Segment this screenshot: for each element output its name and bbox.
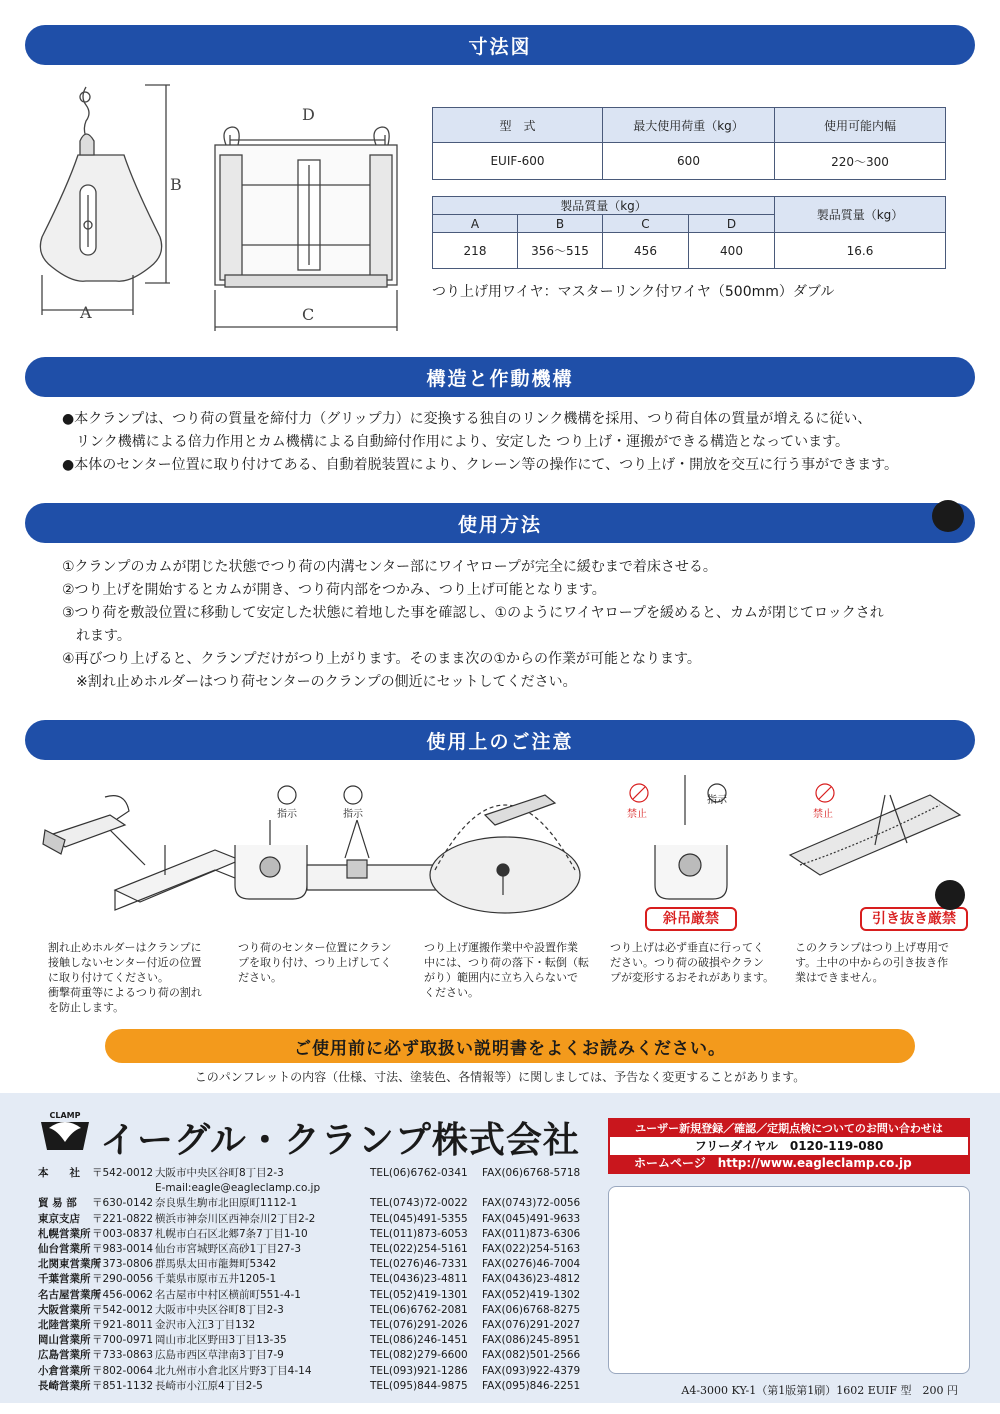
print-code: A4-3000 KY-1（第1版第1刷）1602 EUIF 型 200 円: [681, 1384, 958, 1397]
office-tel: TEL(06)6762-2081: [370, 1303, 468, 1316]
office-addr: E-mail:eagle@eagleclamp.co.jp: [155, 1182, 321, 1195]
office-name: 本 社: [38, 1167, 80, 1179]
spec-cell-max-load: 600: [603, 143, 775, 180]
spec-cell-d: 400: [689, 233, 775, 269]
caption-line: がり）範囲内に立ち入らないで: [424, 971, 578, 984]
office-fax: FAX(045)491-9633: [482, 1212, 581, 1225]
office-addr: 北九州市小倉北区片野3丁目4-14: [155, 1364, 312, 1377]
usage-line: ①クランプのカムが閉じた状態でつり荷の内溝センター部にワイヤロープが完全に緩むまで着床させる。: [62, 559, 717, 575]
office-tel: TEL(06)6762-0341: [370, 1167, 468, 1179]
office-name: 北関東営業所: [38, 1258, 101, 1271]
spec-cell-a: 218: [433, 233, 518, 269]
label-d: D: [302, 105, 315, 124]
decorative-dot: [935, 880, 965, 910]
office-addr: 奈良県生駒市北田原町1112-1: [155, 1197, 298, 1210]
office-zip: 〒630-0142: [92, 1197, 154, 1210]
office-zip: 〒221-0822: [92, 1212, 154, 1225]
office-fax: FAX(076)291-2027: [482, 1319, 581, 1331]
caution-caption-5: [795, 940, 949, 985]
office-fax: FAX(095)846-2251: [482, 1379, 581, 1392]
office-fax: FAX(011)873-6306: [482, 1227, 581, 1240]
read-manual-banner: ご使用前に必ず取扱い説明書をよくお読みください。: [105, 1029, 915, 1063]
office-zip: 〒373-0806: [92, 1258, 154, 1271]
office-tel: TEL(0743)72-0022: [370, 1197, 468, 1210]
caption-line: に取り付けてください。: [48, 971, 169, 984]
office-fax: FAX(022)254-5163: [482, 1243, 581, 1255]
office-name: 大阪営業所: [38, 1303, 91, 1316]
office-zip: 〒733-0863: [92, 1349, 154, 1362]
usage-line: ④再びつり上げると、クランプだけがつり上がります。そのまま次の①からの作業が可能となります。: [62, 651, 701, 667]
office-tel: TEL(022)254-5161: [370, 1243, 468, 1255]
office-name: 東京支店: [38, 1212, 80, 1225]
office-tel: TEL(095)844-9875: [370, 1379, 468, 1392]
structure-line: リンク機構による倍力作用とカム機構による自動締付作用により、安定した つり上げ・運搬ができる構造となっています。: [62, 434, 850, 450]
caption-line: ださい。つり荷の破損やクラン: [610, 956, 764, 969]
caption-line: す。土中の中からの引き抜き作: [795, 956, 949, 969]
office-zip: 〒290-0056: [92, 1273, 154, 1286]
usage-line: ③つり荷を敷設位置に移動して安定した状態に着地した事を確認し、①のようにワイヤロープを緩めると、カムが閉じてロックされ: [62, 605, 884, 621]
spec-header-inner-width: 使用可能内幅: [775, 108, 946, 143]
office-name: 名古屋営業所: [38, 1288, 101, 1301]
caption-line: 中には、つり荷の落下・転倒（転: [424, 956, 589, 969]
dimension-drawing: [30, 75, 425, 340]
office-addr: 札幌市白石区北郷7条7丁目1-10: [155, 1227, 308, 1240]
office-zip: 〒542-0012: [92, 1303, 154, 1316]
label-b: B: [170, 175, 182, 194]
office-zip: 〒983-0014: [92, 1243, 154, 1255]
tag-pullout-prohibited: 引き抜き厳禁: [860, 907, 968, 931]
office-addr: 大阪市中央区谷町8丁目2-3: [155, 1303, 284, 1316]
section-banner-structure: 構造と作動機構: [25, 357, 975, 397]
office-fax: FAX(086)245-8951: [482, 1334, 581, 1347]
office-name: 貿 易 部: [38, 1197, 77, 1210]
spec-table-weight: [432, 196, 946, 269]
spec-cell-weight: 16.6: [775, 233, 946, 269]
office-tel: TEL(086)246-1451: [370, 1334, 468, 1347]
office-fax: FAX(0743)72-0056: [482, 1197, 581, 1210]
office-fax: FAX(093)922-4379: [482, 1364, 581, 1377]
section-banner-usage: 使用方法: [25, 503, 975, 543]
office-fax: FAX(082)501-2566: [482, 1349, 581, 1362]
office-addr: 仙台市宮城野区高砂1丁目27-3: [155, 1243, 302, 1255]
usage-line: れます。: [62, 628, 131, 644]
office-fax: FAX(0436)23-4812: [482, 1273, 581, 1286]
office-zip: 〒542-0012: [92, 1167, 154, 1179]
section-banner-dimensions: 寸法図: [25, 25, 975, 65]
caution-caption-1: [48, 940, 202, 1015]
eagle-logo-icon: [35, 1108, 95, 1156]
office-name: 千葉営業所: [38, 1273, 91, 1286]
label-a: A: [80, 303, 92, 322]
caption-line: 接触しないセンター付近の位置: [48, 956, 202, 969]
usage-line: ※割れ止めホルダーはつり荷センターのクランプの側近にセットしてください。: [62, 674, 577, 690]
caption-line: プが変形するおそれがあります。: [610, 971, 775, 984]
office-tel: TEL(045)491-5355: [370, 1212, 468, 1225]
office-zip: 〒921-8011: [92, 1319, 154, 1331]
office-addr: 群馬県太田市龍舞町5342: [155, 1258, 277, 1271]
office-zip: 〒700-0971: [92, 1334, 154, 1347]
instruct-label-3: 指示: [707, 795, 727, 806]
caption-line: 割れ止めホルダーはクランプに: [48, 941, 202, 954]
contact-box: [608, 1118, 970, 1174]
change-notice: このパンフレットの内容（仕様、寸法、塗装色、各情報等）に関しましては、予告なく変更することがあります。: [194, 1070, 806, 1084]
structure-line: ●本体のセンター位置に取り付けてある、自動着脱装置により、クレーン等の操作にて、つり上げ・開放を交互に行う事ができます。: [62, 457, 898, 473]
office-tel: TEL(0276)46-7331: [370, 1258, 468, 1271]
logo-text: CLAMP: [49, 1111, 81, 1120]
office-zip: 〒003-0837: [92, 1227, 154, 1240]
caption-line: つり荷のセンター位置にクラン: [238, 941, 392, 954]
spec-cell-model: EUIF-600: [433, 143, 603, 180]
office-tel: TEL(0436)23-4811: [370, 1273, 468, 1286]
spec-header-b: B: [518, 215, 603, 233]
caution-caption-4: [610, 940, 774, 985]
wire-note: つり上げ用ワイヤ：マスターリンク付ワイヤ（500mm）ダブル: [432, 284, 835, 300]
caption-line: ください。: [424, 986, 479, 999]
company-name: イーグル・クランプ株式会社: [100, 1120, 580, 1161]
office-addr: 金沢市入江3丁目132: [155, 1319, 256, 1331]
spec-header-weight-group: 製品質量（kg）: [433, 197, 775, 215]
spec-header-model: 型 式: [433, 108, 603, 143]
caption-line: プを取り付け、つり上げしてく: [238, 956, 392, 969]
office-name: 長崎営業所: [38, 1379, 91, 1392]
spec-header-max-load: 最大使用荷重（kg）: [603, 108, 775, 143]
spec-cell-b: 356～515: [518, 233, 603, 269]
contact-header: ユーザー新規登録／確認／定期点検についてのお問い合わせは: [610, 1120, 968, 1137]
caption-line: このクランプはつり上げ専用で: [795, 941, 949, 954]
free-dial: フリーダイヤル 0120-119-080: [694, 1139, 884, 1153]
office-addr: 大阪市中央区谷町8丁目2-3: [155, 1167, 284, 1179]
instruct-label-2: 指示: [343, 809, 363, 820]
structure-line: ●本クランプは、つり荷の質量を締付力（グリップ力）に変換する独自のリンク機構を採用、つり荷自体の質量が増えるに従い、: [62, 411, 872, 427]
office-addr: 長崎市小江原4丁目2-5: [155, 1379, 263, 1392]
label-c: C: [302, 305, 315, 324]
office-tel: TEL(082)279-6600: [370, 1349, 468, 1362]
caution-caption-3: [424, 940, 589, 1000]
office-addr: 岡山市北区野田3丁目13-35: [155, 1334, 287, 1347]
spec-header-d: D: [689, 215, 775, 233]
caution-illustrations: [35, 775, 965, 935]
office-zip: 〒456-0062: [92, 1288, 154, 1301]
instruct-label-1: 指示: [277, 809, 297, 820]
office-zip: 〒802-0064: [92, 1364, 154, 1377]
office-addr: 千葉県市原市五井1205-1: [155, 1273, 277, 1286]
spec-header-a: A: [433, 215, 518, 233]
office-addr: 広島市西区草津南3丁目7-9: [155, 1349, 284, 1362]
office-tel: TEL(052)419-1301: [370, 1288, 468, 1301]
caption-line: 衝撃荷重等によるつり荷の割れ: [48, 986, 202, 999]
office-fax: FAX(06)6768-5718: [482, 1167, 581, 1179]
office-name: 小倉営業所: [38, 1364, 91, 1377]
office-name: 広島営業所: [38, 1349, 91, 1362]
spec-header-weight: 製品質量（kg）: [775, 197, 946, 233]
office-fax: FAX(052)419-1302: [482, 1288, 581, 1301]
prohibit-label-2: 禁止: [813, 809, 833, 820]
caution-caption-2: [238, 940, 392, 985]
prohibit-label-1: 禁止: [627, 809, 647, 820]
office-name: 札幌営業所: [38, 1227, 91, 1240]
caption-line: 業はできません。: [795, 971, 884, 984]
caption-line: を防止します。: [48, 1001, 125, 1014]
office-tel: TEL(076)291-2026: [370, 1319, 468, 1331]
caption-line: つり上げは必ず垂直に行ってく: [610, 941, 764, 954]
dealer-stamp-box: [608, 1186, 970, 1374]
spec-cell-inner-width: 220～300: [775, 143, 946, 180]
office-fax: FAX(0276)46-7004: [482, 1258, 581, 1271]
spec-table-main: [432, 107, 946, 180]
usage-line: ②つり上げを開始するとカムが開き、つり荷内部をつかみ、つり上げ可能となります。: [62, 582, 606, 598]
spec-header-c: C: [603, 215, 689, 233]
caption-line: つり上げ運搬作業中や設置作業: [424, 941, 578, 954]
office-addr: 横浜市神奈川区西神奈川2丁目2-2: [155, 1212, 316, 1225]
decorative-dot: [932, 500, 964, 532]
structure-text: [62, 408, 898, 477]
office-zip: 〒851-1132: [92, 1379, 154, 1392]
office-name: 岡山営業所: [38, 1334, 91, 1347]
tag-diagonal-prohibited: 斜吊厳禁: [645, 907, 737, 931]
office-addr: 名古屋市中村区横前町551-4-1: [155, 1288, 301, 1301]
caption-line: ださい。: [238, 971, 282, 984]
spec-cell-c: 456: [603, 233, 689, 269]
office-tel: TEL(011)873-6053: [370, 1227, 468, 1240]
office-name: 仙台営業所: [38, 1243, 91, 1255]
office-name: 北陸営業所: [38, 1319, 91, 1331]
office-tel: TEL(093)921-1286: [370, 1364, 468, 1377]
section-banner-caution: 使用上のご注意: [25, 720, 975, 760]
office-fax: FAX(06)6768-8275: [482, 1303, 581, 1316]
homepage-link[interactable]: ホームページ http://www.eagleclamp.co.jp: [610, 1155, 968, 1172]
usage-text: [62, 556, 884, 694]
